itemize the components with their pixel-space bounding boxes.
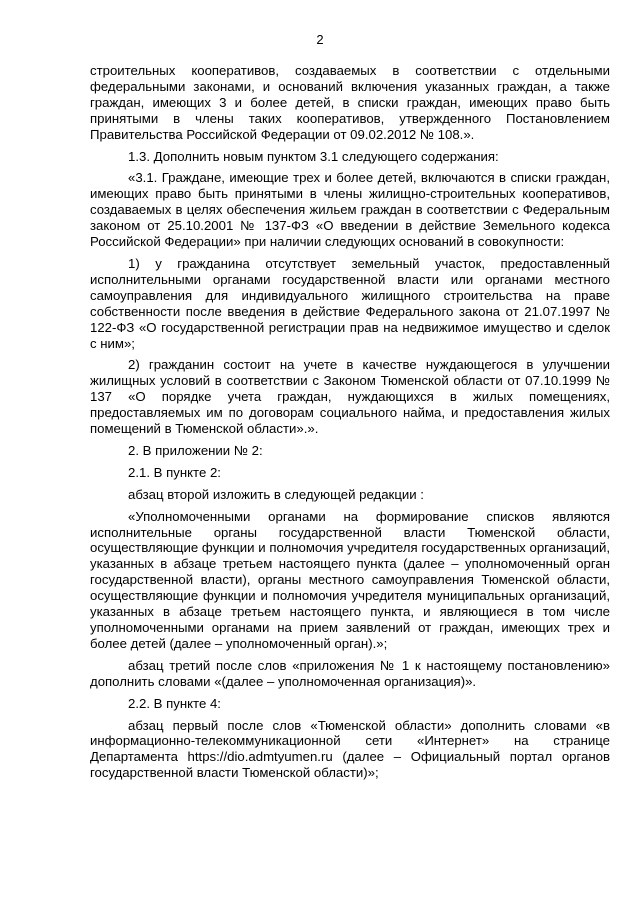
paragraph-item-1-3: 1.3. Дополнить новым пунктом 3.1 следующего содержания: xyxy=(128,148,499,164)
paragraph-clause-3-1: «3.1. Граждане, имеющие трех и более детей, включаются в списки граждан, имеющих право быть принятыми в члены жилищно-строительных кооперативов, создаваемых в целях обеспечения жильем граждан в соответствии с Федеральным законом от 25.10.2001 № 137-ФЗ «О введении в действие Земельного кодекса Российской Федерации» при наличии следующих оснований в совокупности: xyxy=(90,170,610,250)
paragraph-continuation: строительных кооперативов, создаваемых в соответствии с отдельными федеральными законами, и оснований включения указанных граждан, а также граждан, имеющих 3 и более детей, в списки граждан, имеющих право быть принятыми в члены таких кооперативов, утвержденного Постановлением Правительства Российской Федерации от 09.02.2012 № 108.». xyxy=(90,63,610,142)
paragraph-third-abzac: абзац третий после слов «приложения № 1 к настоящему постановлению» дополнить словами «(далее – уполномоченная организация)». xyxy=(90,657,610,689)
document-body xyxy=(90,63,610,787)
paragraph-condition-1: 1) у гражданина отсутствует земельный участок, предоставленный исполнительными органами государственной власти или органами местного самоуправления для индивидуального жилищного строительства на праве собственности после введения в действие Федерального закона от 21.07.1997 № 122-ФЗ «О государственной регистрации прав на недвижимое имущество и сделок с ним»; xyxy=(90,255,610,351)
paragraph-first-abzac: абзац первый после слов «Тюменской области» дополнить словами «в информационно-телекоммуникационной сети «Интернет» на странице Департамента https://dio.admtyumen.ru (далее – Официальный портал органов государственной власти Тюменской области)»; xyxy=(90,717,610,781)
paragraph-second-abzac: абзац второй изложить в следующей редакции : xyxy=(128,486,424,502)
paragraph-item-2-1: 2.1. В пункте 2: xyxy=(128,464,221,480)
paragraph-authorized-bodies: «Уполномоченными органами на формирование списков являются исполнительные органы государственной власти Тюменской области, осуществляющие функции и полномочия учредителя государственных организаций, указанных в абзаце третьем настоящего пункта (далее – уполномоченный орган государственной власти), органы местного самоуправления Тюменской области, осуществляющие функции и полномочия учредителя муниципальных организаций, указанных в абзаце третьем настоящего пункта, и являющиеся в том числе уполномоченными органами на прием заявлений от граждан, имеющих трех и более детей (далее – уполномоченный орган).»; xyxy=(90,508,610,651)
paragraph-item-2-2: 2.2. В пункте 4: xyxy=(128,695,221,711)
paragraph-appendix-2: 2. В приложении № 2: xyxy=(128,442,263,458)
paragraph-condition-2: 2) гражданин состоит на учете в качестве нуждающегося в улучшении жилищных условий в соответствии с Законом Тюменской области от 07.10.1999 № 137 «О порядке учета граждан, нуждающихся в жилых помещениях, предоставляемых им по договорам социального найма, и предоставления жилых помещений в Тюменской области».». xyxy=(90,357,610,437)
page-number: 2 xyxy=(316,32,324,47)
